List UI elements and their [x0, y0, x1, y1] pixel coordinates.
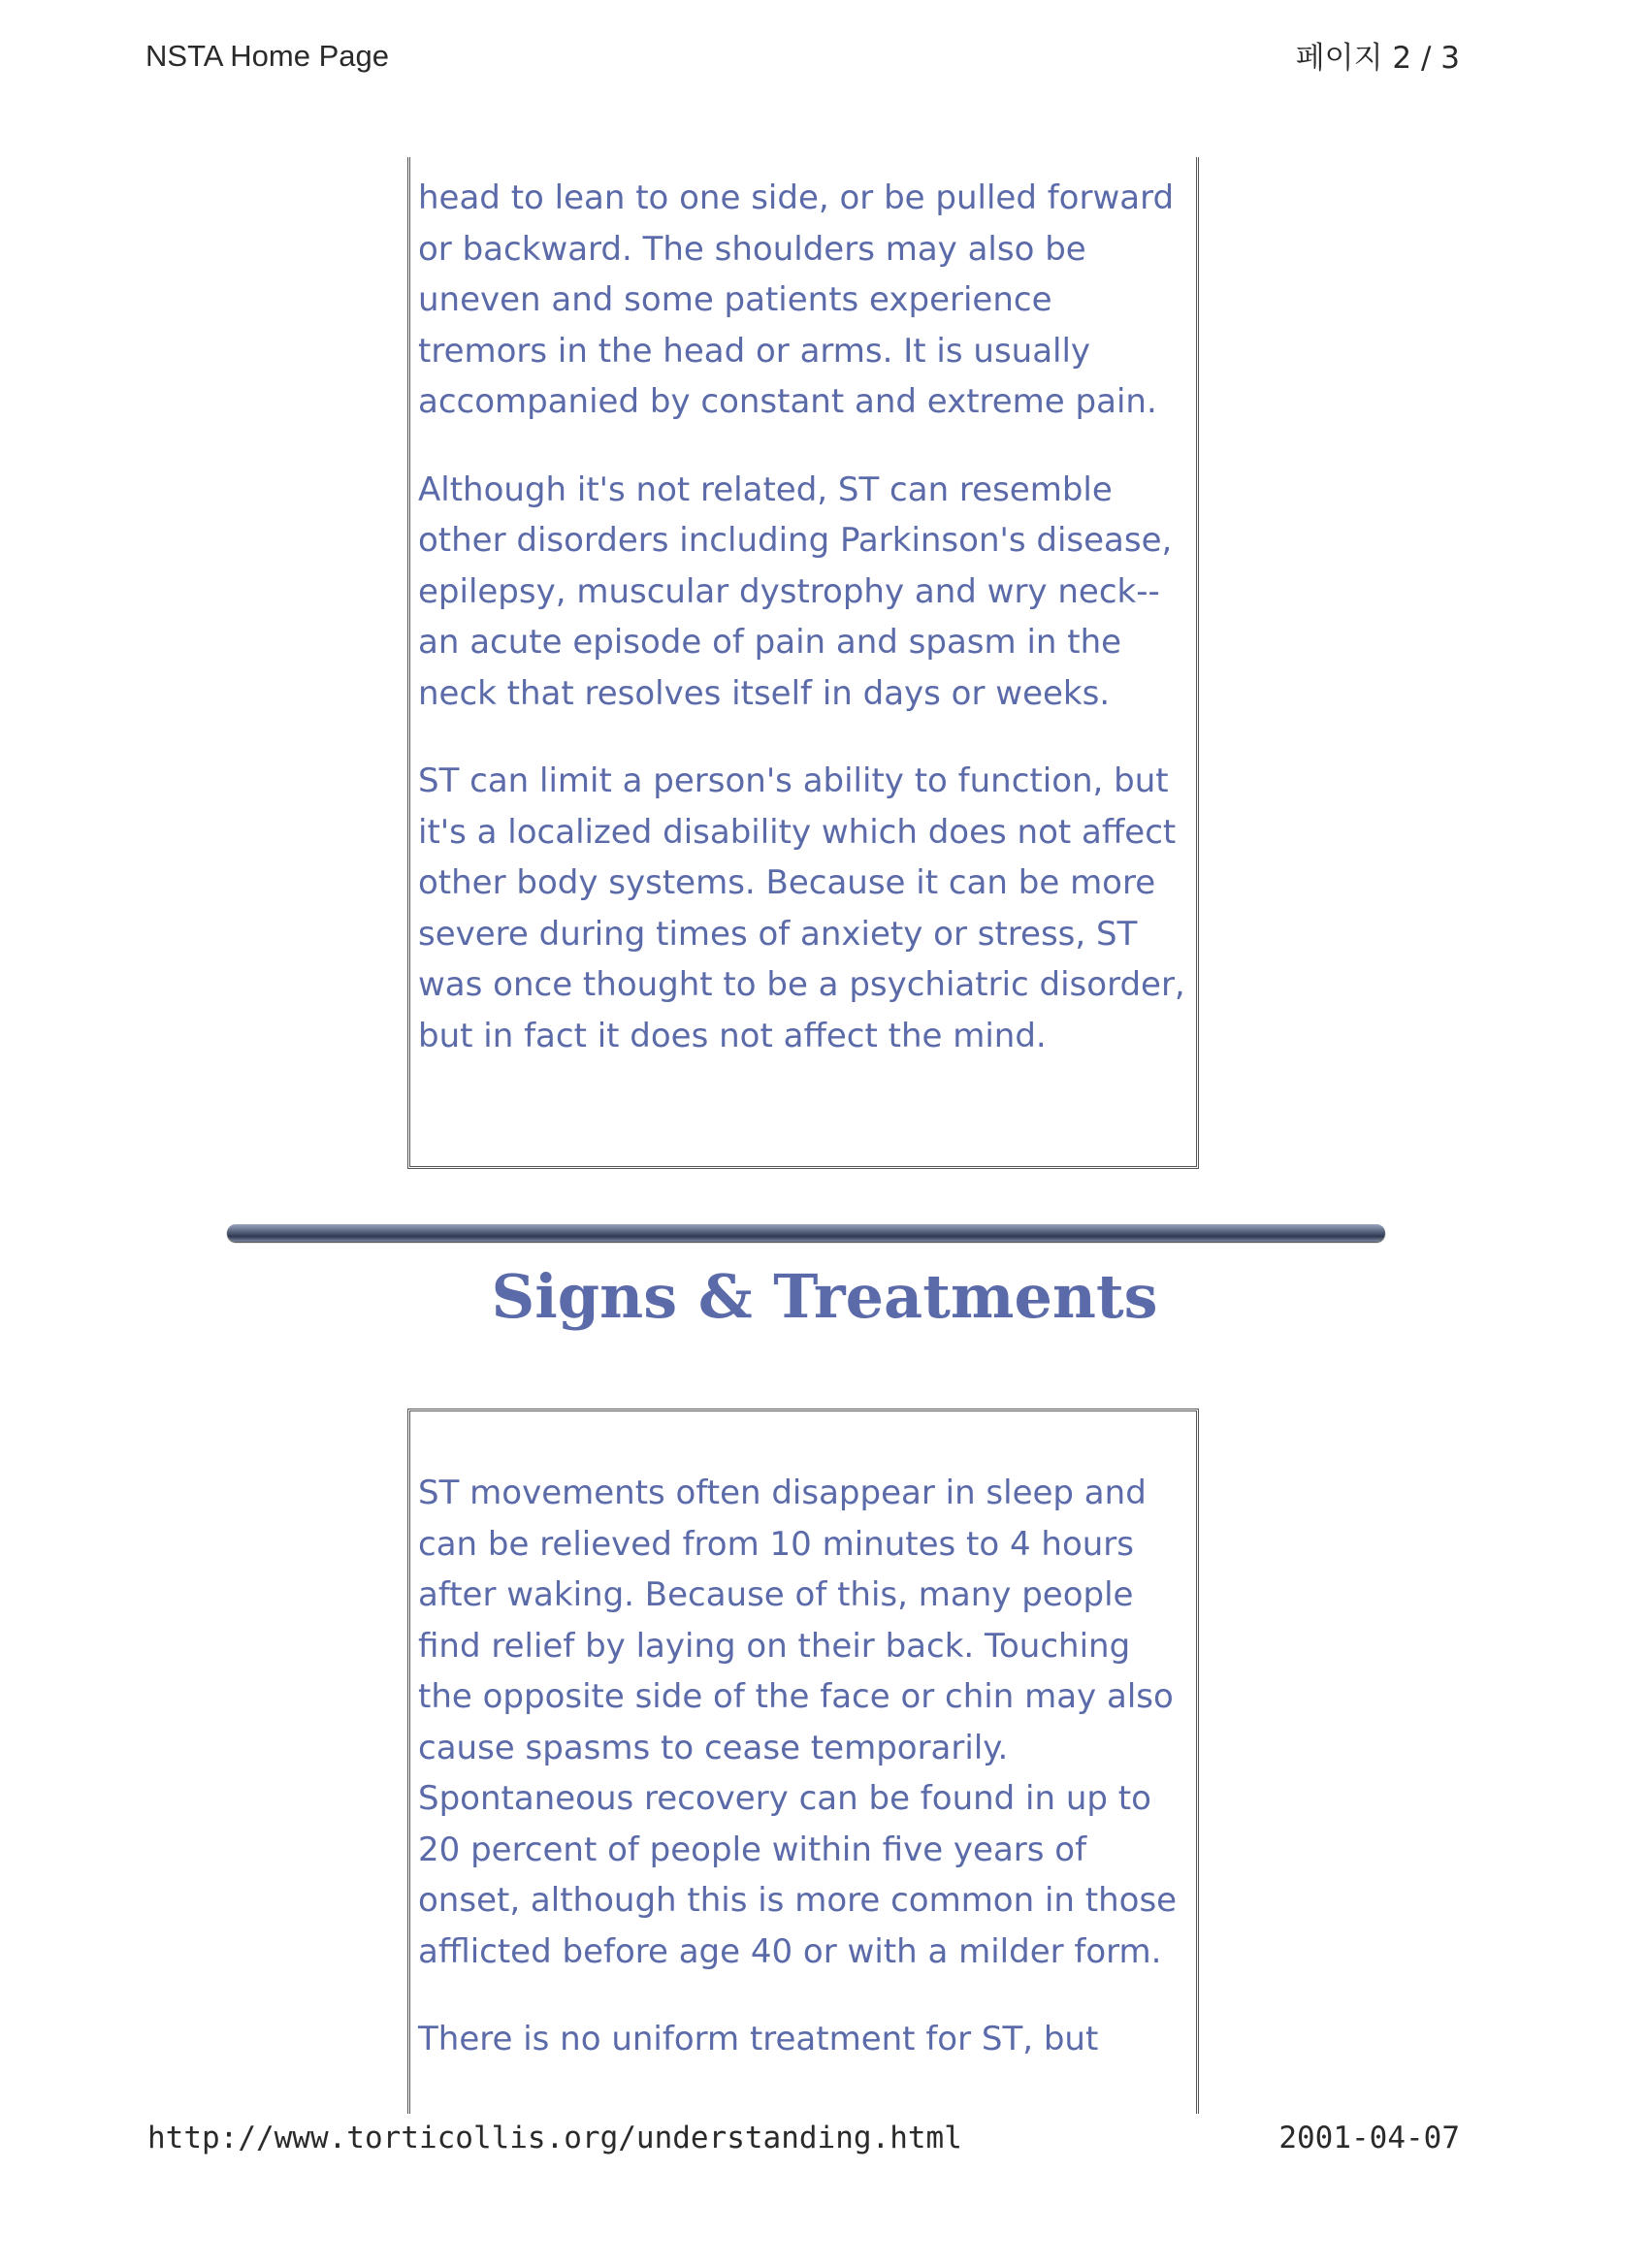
paragraph: There is no uniform treatment for ST, but [418, 2020, 1099, 2058]
paragraph: ST can limit a person's ability to function, but it's a localized disability which does not affect other body systems. Because it can be more severe during times of anxiety or stress, ST was once thought to be a psychiatric disorder, but in fact it does not affect the mind. [418, 761, 1185, 1055]
paragraph: head to lean to one side, or be pulled forward or backward. The shoulders may also be uneven and some patients experience tremors in the head or arms. It is usually accompanied by constant and extreme pain. [418, 178, 1175, 421]
content-box-top [407, 157, 1199, 1169]
page-url: http://www.torticollis.org/understanding.html [147, 2121, 962, 2155]
horizontal-divider [227, 1224, 1385, 1242]
print-date: 2001-04-07 [1278, 2121, 1460, 2155]
page-indicator: 페이지 2 / 3 [1295, 41, 1460, 76]
header-title: NSTA Home Page [146, 39, 389, 73]
section-heading: Signs & Treatments [491, 1261, 1158, 1332]
paragraph: ST movements often disappear in sleep and can be relieved from 10 minutes to 4 hours after waking. Because of this, many people find relief by laying on their back. Touching the opposite side of the face or chin may also cause spasms to cease temporarily. Spontaneous recovery can be found in up to 20 percent of people within five years of onset, although this is more common in those afflicted before age 40 or with a milder form. [418, 1474, 1178, 1971]
paragraph: Although it's not related, ST can resemble other disorders including Parkinson's disease, epilepsy, muscular dystrophy and wry neck--an acute episode of pain and spasm in the neck that resolves itself in days or weeks. [418, 470, 1173, 713]
content-box-bottom [407, 1409, 1199, 2114]
